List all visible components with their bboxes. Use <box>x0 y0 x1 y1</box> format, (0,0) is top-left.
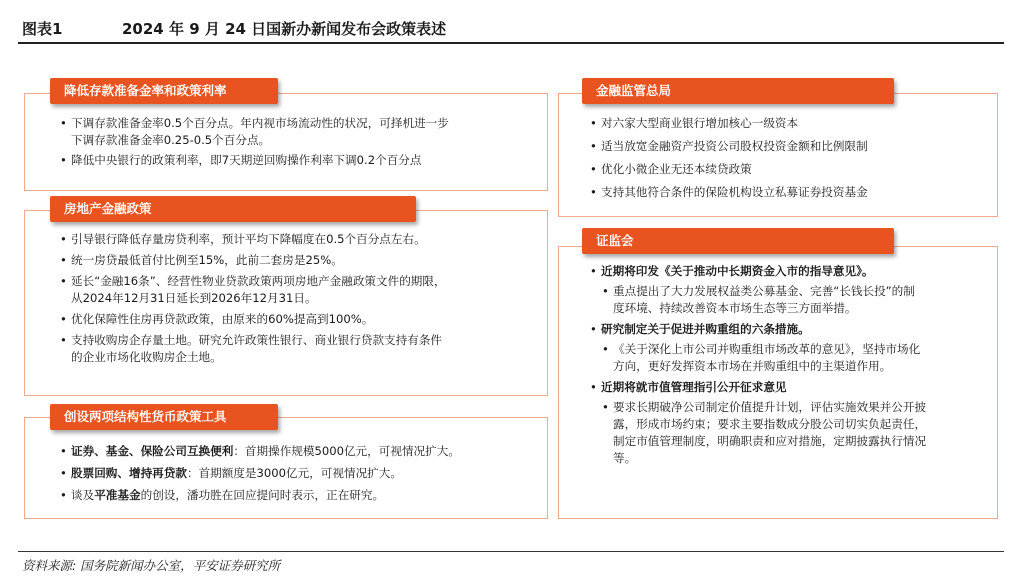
list-item: • 支持其他符合条件的保险机构设立私募证券投资基金 <box>590 184 868 201</box>
panel-structural-tools-list <box>60 443 460 504</box>
list-item: • 下调存款准备金率0.5个百分点。年内视市场流动性的状况，可择机进一步 下调存款准备金率0.25-0.5个百分点。 <box>60 115 449 149</box>
list-item: • 对六家大型商业银行增加核心一级资本 <box>590 115 868 132</box>
list-item: • 股票回购、增持再贷款：首期额度是3000亿元，可视情况扩大。 <box>60 465 460 482</box>
panel-property-finance-title: 房地产金融政策 <box>50 196 416 222</box>
list-item: • 要求长期破净公司制定价值提升计划，评估实施效果并公开披 露，形成市场约束；要求主要指数成分股公司切实负起责任， 制定市值管理制度，明确职责和应对措施，定期披露执行情况 等。 <box>602 399 926 467</box>
list-item: • 《关于深化上市公司并购重组市场改革的意见》，坚持市场化 方向，更好发挥资本市场在并购重组中的主渠道作用。 <box>602 341 926 375</box>
figure-label: 图表1 <box>22 20 63 38</box>
list-item: • 重点提出了大力发展权益类公募基金、完善“长钱长投”的制 度环境、持续改善资本市场生态等三方面举措。 <box>602 283 926 317</box>
csrc-section-heading: • 研究制定关于促进并购重组的六条措施。 <box>590 321 926 338</box>
list-item: • 优化小微企业无还本续贷政策 <box>590 161 868 178</box>
panel-csrc-list <box>590 263 926 467</box>
csrc-section-heading: • 近期将印发《关于推动中长期资金入市的指导意见》。 <box>590 263 926 280</box>
list-item: • 支持收购房企存量土地。研究允许政策性银行、商业银行贷款支持有条件 的企业市场化收购房企土地。 <box>60 332 446 366</box>
panel-reserve-ratio-list <box>60 115 449 169</box>
list-item: • 证券、基金、保险公司互换便利：首期操作规模5000亿元，可视情况扩大。 <box>60 443 460 460</box>
panel-financial-regulator-title: 金融监管总局 <box>582 78 894 104</box>
list-item: • 延长“金融16条”、经营性物业贷款政策两项房地产金融政策文件的期限， 从2024年12月31日延长到2026年12月31日。 <box>60 273 446 307</box>
panel-structural-tools-title: 创设两项结构性货币政策工具 <box>50 404 278 430</box>
list-item: • 优化保障性住房再贷款政策，由原来的60%提高到100%。 <box>60 311 446 328</box>
figure-title: 2024 年 9 月 24 日国新办新闻发布会政策表述 <box>122 20 447 38</box>
source-note: 资料来源: 国务院新闻办公室，平安证券研究所 <box>22 558 281 573</box>
list-item: • 降低中央银行的政策利率，即7天期逆回购操作利率下调0.2个百分点 <box>60 152 449 169</box>
figure-header <box>18 14 1004 44</box>
list-item: • 适当放宽金融资产投资公司股权投资金额和比例限制 <box>590 138 868 155</box>
footer <box>18 551 1004 573</box>
panel-reserve-ratio-title: 降低存款准备金率和政策利率 <box>50 78 278 104</box>
csrc-section-heading: • 近期将就市值管理指引公开征求意见 <box>590 379 926 396</box>
list-item: • 统一房贷最低首付比例至15%，此前二套房是25%。 <box>60 252 446 269</box>
panel-financial-regulator-list <box>590 115 868 201</box>
list-item: • 引导银行降低存量房贷利率，预计平均下降幅度在0.5个百分点左右。 <box>60 231 446 248</box>
panel-csrc-title: 证监会 <box>582 228 894 254</box>
panel-property-finance-list <box>60 231 446 366</box>
list-item: • 谈及平准基金的创设，潘功胜在回应提问时表示，正在研究。 <box>60 487 460 504</box>
